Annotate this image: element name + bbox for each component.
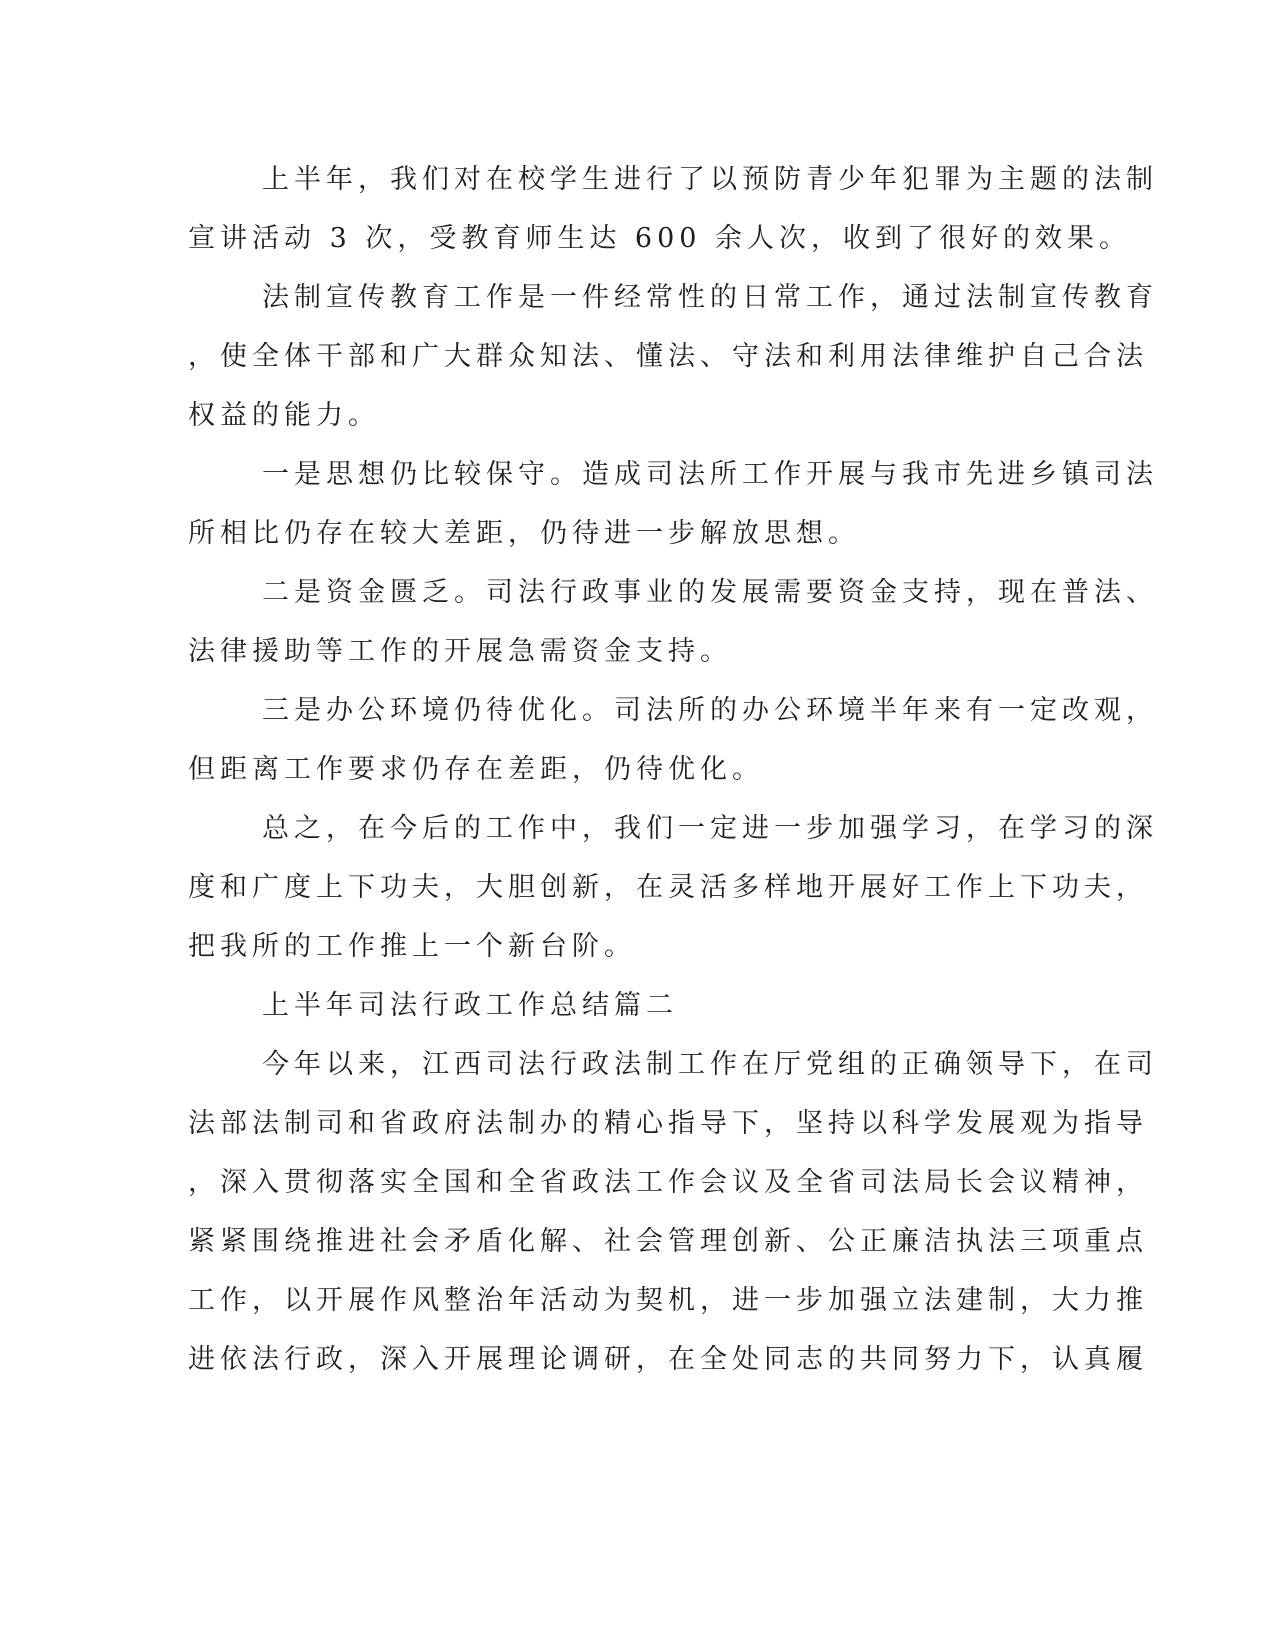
text-line: 宣讲活动 3 次，受教育师生达 600 余人次，收到了很好的效果。: [188, 223, 1132, 254]
text-line: 把我所的工作推上一个新台阶。: [188, 931, 636, 962]
text-line: 进依法行政，深入开展理论调研，在全处同志的共同努力下，认真履: [188, 1344, 1148, 1375]
text-line: 但距离工作要求仍存在差距，仍待优化。: [188, 754, 764, 785]
text-line: 三是办公环境仍待优化。司法所的办公环境半年来有一定改观，: [262, 695, 1158, 726]
section-heading: 上半年司法行政工作总结篇二: [262, 990, 678, 1021]
text-line: 上半年，我们对在校学生进行了以预防青少年犯罪为主题的法制: [262, 164, 1158, 195]
text-line: 所相比仍存在较大差距，仍待进一步解放思想。: [188, 518, 860, 549]
text-line: 今年以来，江西司法行政法制工作在厅党组的正确领导下，在司: [262, 1049, 1158, 1080]
text-line: 权益的能力。: [188, 400, 380, 431]
text-line: 紧紧围绕推进社会矛盾化解、社会管理创新、公正廉洁执法三项重点: [188, 1226, 1148, 1257]
text-line: 法律援助等工作的开展急需资金支持。: [188, 636, 732, 667]
text-line: ，使全体干部和广大群众知法、懂法、守法和利用法律维护自己合法: [188, 341, 1148, 372]
text-line: 二是资金匮乏。司法行政事业的发展需要资金支持，现在普法、: [262, 577, 1158, 608]
text-line: 法部法制司和省政府法制办的精心指导下，坚持以科学发展观为指导: [188, 1108, 1148, 1139]
text-line: 总之，在今后的工作中，我们一定进一步加强学习，在学习的深: [262, 813, 1158, 844]
text-line: 一是思想仍比较保守。造成司法所工作开展与我市先进乡镇司法: [262, 459, 1158, 490]
text-line: 工作，以开展作风整治年活动为契机，进一步加强立法建制，大力推: [188, 1285, 1148, 1316]
text-line: 度和广度上下功夫，大胆创新，在灵活多样地开展好工作上下功夫，: [188, 872, 1148, 903]
text-line: 法制宣传教育工作是一件经常性的日常工作，通过法制宣传教育: [262, 282, 1158, 313]
text-line: ，深入贯彻落实全国和全省政法工作会议及全省司法局长会议精神，: [188, 1167, 1148, 1198]
